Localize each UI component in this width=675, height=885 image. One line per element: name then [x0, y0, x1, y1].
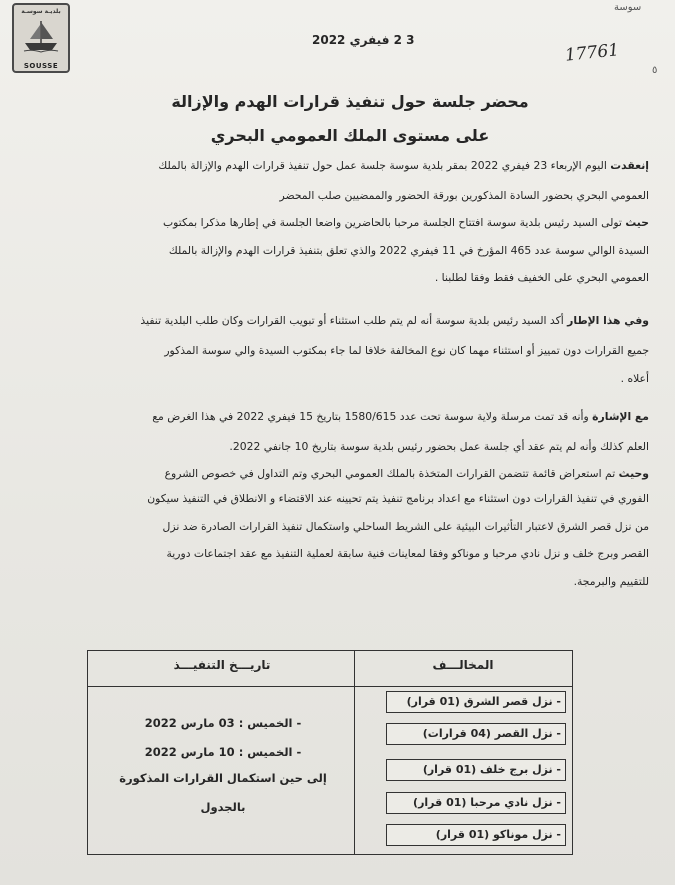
body-line-text: جميع القرارات دون تمييز أو استثناء مهما كان نوع المخالفة خلافا لما جاء بمكتوب السيدة والي سوسة المذكور	[164, 344, 649, 357]
handwritten-reference-number: 17761	[564, 40, 620, 66]
body-line-lead: مع الإشارة	[592, 410, 649, 423]
body-line-text: العمومي البحري على الخفيف فقط وفقا لطلبنا .	[434, 271, 649, 284]
body-line-text: السيدة الوالي سوسة عدد 465 المؤرخ في 11 فيفري 2022 والذي تعلق بتنفيذ قرارات الهدم والإزالة بالملك	[168, 244, 649, 257]
execution-date-2: - الخميس : 10 مارس 2022	[144, 745, 302, 759]
body-line	[152, 409, 649, 424]
body-line-lead: وحيث	[618, 467, 649, 480]
body-line-text: الفوري في تنفيذ القرارات دون استثناء مع اعداد برنامج تنفيذ يتم تحيينه عند الاقتضاء و الانطلاق في التنفيذ سيكون	[147, 492, 649, 505]
body-line-text: اليوم الإربعاء 23 فيفري 2022 بمقر بلدية سوسة جلسة عمل حول تنفيذ قرارات الهدم والإزالة بالملك	[158, 159, 611, 172]
logo-bottom-text: SOUSSE	[23, 62, 59, 70]
body-line-text: للتقييم والبرمجة.	[573, 575, 649, 588]
execution-date-column-header: تاريـــخ التنفيـــذ	[173, 658, 271, 672]
violator-column-header: المخالـــف	[432, 658, 494, 672]
body-line	[169, 243, 649, 258]
table-row: - نزل برج خلف (01 قرار)	[386, 759, 566, 781]
table-row: - نزل موناكو (01 قرار)	[386, 824, 566, 846]
body-line	[165, 466, 649, 481]
body-line	[140, 313, 649, 328]
body-line	[166, 546, 649, 561]
body-line-lead: إنعقدت	[610, 159, 649, 172]
municipality-logo	[12, 3, 70, 73]
body-line	[163, 215, 649, 230]
ship-emblem-icon	[22, 19, 60, 53]
body-line	[164, 343, 649, 358]
table-row: - نزل القصر (04 قرارات)	[386, 723, 566, 745]
body-line	[621, 371, 649, 386]
body-line	[229, 439, 649, 454]
corner-stamp-mark: ٥	[652, 65, 658, 76]
body-line-text: من نزل قصر الشرق لاعتبار التأثيرات البيئية على الشريط الساحلي واستكمال تنفيذ القرارات الصادرة ضد نزل	[162, 520, 649, 533]
document-title: محضر جلسة حول تنفيذ قرارات الهدم والإزالة	[171, 92, 529, 111]
body-line	[158, 158, 649, 173]
body-line-text: العلم كذلك وأنه لم يتم عقد أي جلسة عمل بحضور رئيس بلدية سوسة بتاريخ 10 جانفي 2022.	[229, 440, 649, 453]
execution-date-note: إلى حين استكمال القرارات المذكورة	[119, 771, 327, 785]
execution-date-1: - الخميس : 03 مارس 2022	[144, 716, 302, 730]
table-row: - نزل قصر الشرق (01 قرار)	[386, 691, 566, 713]
body-line-lead: وفي هذا الإطار	[567, 314, 649, 327]
body-line	[280, 188, 649, 203]
execution-date-note-end: بالجدول	[200, 800, 246, 814]
document-date: 3 2 فيفري 2022	[312, 33, 415, 47]
body-line-text: أكد السيد رئيس بلدية سوسة أنه لم يتم طلب استثناء أو تبويب القرارات وكان طلب البلدية تنفيذ	[140, 314, 568, 327]
body-line-text: أعلاه .	[620, 372, 649, 385]
body-line	[435, 270, 649, 285]
logo-top-text: بلديـة سوسـة	[21, 8, 61, 15]
body-line	[163, 519, 649, 534]
body-line-text: وأنه قد تمت مرسلة ولاية سوسة تحت عدد 1580/615 بتاريخ 15 فيفري 2022 في هذا الغرض مع	[152, 410, 593, 423]
body-line-text: القصر وبرج خلف و نزل نادي مرحبا و موناكو وفقا لمعاينات فنية سابقة لعملية التنفيذ مع عقد اجتماعات دورية	[166, 547, 649, 560]
body-line-text: تم استعراض قائمة تتضمن القرارات المتخذة بالملك العمومي البحري وتم التداول في خصوص الشروع	[164, 467, 619, 480]
execution-schedule-table	[87, 650, 573, 855]
corner-stamp-text: سوسة	[614, 2, 642, 13]
body-line	[574, 574, 649, 589]
document-subtitle: على مستوى الملك العمومي البحري	[210, 126, 490, 145]
body-line-text: تولى السيد رئيس بلدية سوسة افتتاح الجلسة مرحبا بالحاضرين واضعا الجلسة في إطارها مذكرا بمكتوب	[162, 216, 626, 229]
table-row: - نزل نادي مرحبا (01 قرار)	[386, 792, 566, 814]
body-line-text: العمومي البحري بحضور السادة المذكورين بورقة الحضور والممضيين صلب المحضر	[279, 189, 649, 202]
body-line-lead: حيث	[625, 216, 649, 229]
body-line	[147, 491, 649, 506]
